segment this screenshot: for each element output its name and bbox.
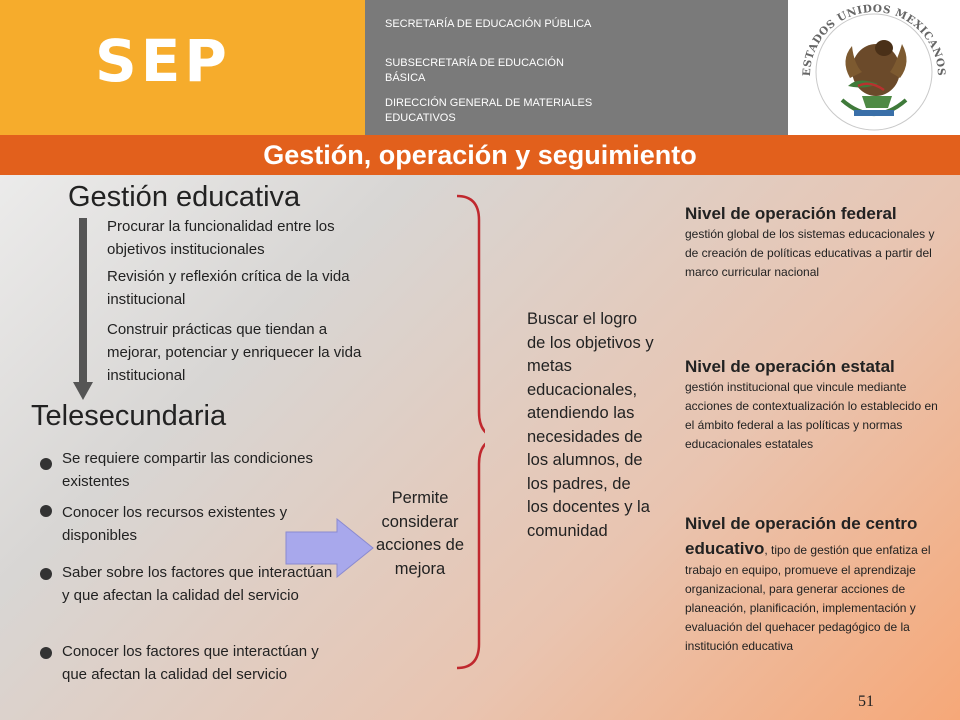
org-line-subsecretaria: SUBSECRETARÍA DE EDUCACIÓN BÁSICA: [385, 57, 564, 84]
level-estatal-title: Nivel de operación estatal: [685, 357, 895, 376]
down-arrow-icon: [73, 218, 93, 400]
gestion-heading: Gestión educativa: [68, 181, 301, 213]
gestion-item-3: Construir prácticas que tiendan a mejorar, potenciar y enriquecer la vida institucional: [107, 321, 362, 384]
buscar-text: Buscar el logro de los objetivos y metas educacionales, atendiendo las necesidades de los alumnos, de los padres, de los docentes y la comunidad: [527, 310, 654, 540]
tele-item-3: Saber sobre los factores que interactúan y que afectan la calidad del servicio: [62, 564, 333, 604]
header-org-panel: [365, 0, 788, 135]
page-number: 51: [858, 693, 874, 710]
tele-item-2: Conocer los recursos existentes y disponibles: [62, 504, 288, 544]
level-estatal: [685, 356, 947, 454]
bullet-icon: [40, 568, 52, 580]
level-federal-title: Nivel de operación federal: [685, 204, 897, 223]
org-line-direccion: DIRECCIÓN GENERAL DE MATERIALES EDUCATIVOS: [385, 97, 593, 124]
header-logo-panel: [0, 0, 365, 135]
bullet-icon: [40, 505, 52, 517]
level-centro: [685, 511, 947, 656]
tele-item-1: Se requiere compartir las condiciones existentes: [62, 450, 313, 490]
telesecundaria-heading: Telesecundaria: [31, 400, 227, 432]
level-centro-title: Nivel de operación de centro educativo: [685, 514, 918, 558]
slide-title: Gestión, operación y seguimiento: [263, 140, 697, 170]
sep-logo: SEP: [95, 27, 231, 95]
header-seal-panel: [788, 0, 960, 135]
level-federal-desc: gestión global de los sistemas educacionales y de creación de políticas educativas a partir del marco curricular nacional: [685, 227, 935, 279]
level-federal: [685, 203, 947, 282]
level-centro-desc: , tipo de gestión que enfatiza el trabajo en equipo, promueve el aprendizaje organizacional, para generar acciones de planeación, planificación, implementación y evaluación del quehacer pedagógico de la institución educativa: [685, 543, 931, 653]
national-seal-icon: [788, 0, 960, 135]
bullet-icon: [40, 458, 52, 470]
bullet-icon: [40, 647, 52, 659]
gestion-item-1: Procurar la funcionalidad entre los objetivos institucionales: [107, 218, 335, 258]
permite-text: Permite considerar acciones de mejora: [375, 489, 465, 578]
seal-lettering: ESTADOS UNIDOS MEXICANOS: [800, 2, 948, 77]
gestion-item-2: Revisión y reflexión crítica de la vida institucional: [107, 268, 350, 308]
title-bar: [0, 135, 960, 175]
bracket-icon: [445, 190, 485, 675]
tele-item-4: Conocer los factores que interactúan y que afectan la calidad del servicio: [62, 643, 319, 683]
level-estatal-desc: gestión institucional que vincule mediante acciones de contextualización lo establecido en el ámbito federal a las políticas y normas educacionales estatales: [685, 380, 938, 451]
org-line-secretaria: SECRETARÍA DE EDUCACIÓN PÚBLICA: [385, 18, 592, 30]
